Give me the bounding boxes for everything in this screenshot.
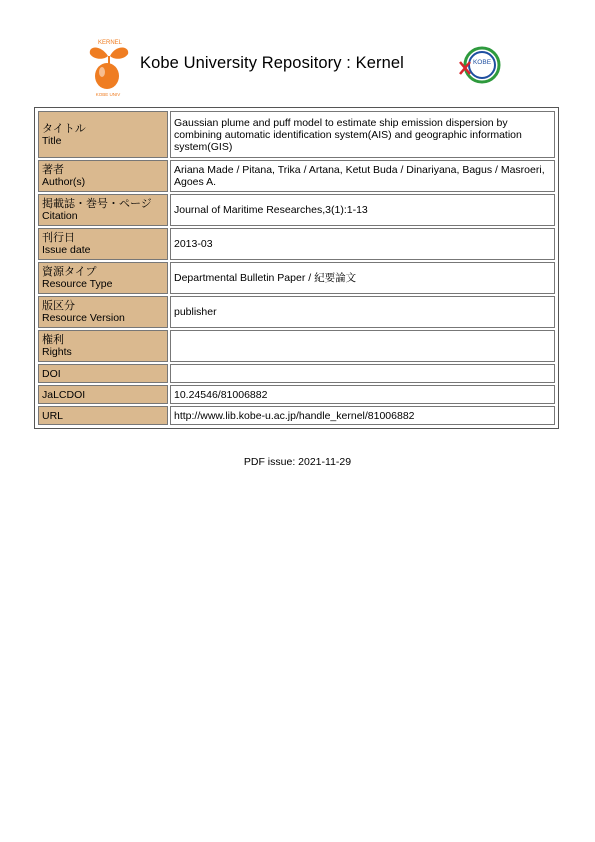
url-label: URL (38, 406, 168, 425)
metadata-row-resource-version (38, 296, 555, 328)
metadata-row-jalcdoi (38, 385, 555, 404)
metadata-row-author (38, 160, 555, 192)
jalcdoi-label: JaLCDOI (38, 385, 168, 404)
svg-text:KOBE: KOBE (472, 59, 492, 66)
doi-label: DOI (38, 364, 168, 383)
metadata-row-url (38, 406, 555, 425)
rights-label: 権利 Rights (38, 330, 168, 362)
issue-date-value: 2013-03 (170, 228, 555, 260)
svg-text:KERNEL: KERNEL (97, 40, 123, 46)
doi-value (170, 364, 555, 383)
kobe-emblem-icon (454, 44, 504, 88)
svg-text:KOBE UNIV: KOBE UNIV (95, 92, 121, 97)
title-label: タイトル Title (38, 111, 168, 158)
pdf-issue-date: PDF issue: 2021-11-29 (243, 456, 352, 468)
issue-date-label: 刊行日 Issue date (38, 228, 168, 260)
metadata-row-resource-type (38, 262, 555, 294)
kernel-seed-icon (80, 34, 140, 98)
metadata-row-citation (38, 194, 555, 226)
author-value: Ariana Made / Pitana, Trika / Artana, Ketut Buda / Dinariyana, Bagus / Masroeri, Agoes A. (170, 160, 555, 192)
resource-type-label: 資源タイプ Resource Type (38, 262, 168, 294)
metadata-table (34, 107, 559, 429)
rights-value (170, 330, 555, 362)
author-label: 著者 Author(s) (38, 160, 168, 192)
metadata-row-doi (38, 364, 555, 383)
metadata-row-rights (38, 330, 555, 362)
site-title: Kobe University Repository : Kernel (140, 54, 404, 72)
jalcdoi-value: 10.24546/81006882 (170, 385, 555, 404)
citation-label: 掲載誌・巻号・ページ Citation (38, 194, 168, 226)
resource-version-value: publisher (170, 296, 555, 328)
kobe-university-logo (454, 44, 504, 88)
kernel-logo (80, 34, 140, 98)
repository-header (80, 34, 510, 98)
url-link[interactable]: http://www.lib.kobe-u.ac.jp/handle_kernel/81006882 (170, 406, 555, 425)
title-value: Gaussian plume and puff model to estimate ship emission dispersion by combining automatic identification system(AIS) and geographic information system(GIS) (170, 111, 555, 158)
resource-type-value: Departmental Bulletin Paper / 紀要論文 (170, 262, 555, 294)
resource-version-label: 版区分 Resource Version (38, 296, 168, 328)
citation-value: Journal of Maritime Researches,3(1):1-13 (170, 194, 555, 226)
metadata-row-issue-date (38, 228, 555, 260)
metadata-row-title (38, 111, 555, 158)
